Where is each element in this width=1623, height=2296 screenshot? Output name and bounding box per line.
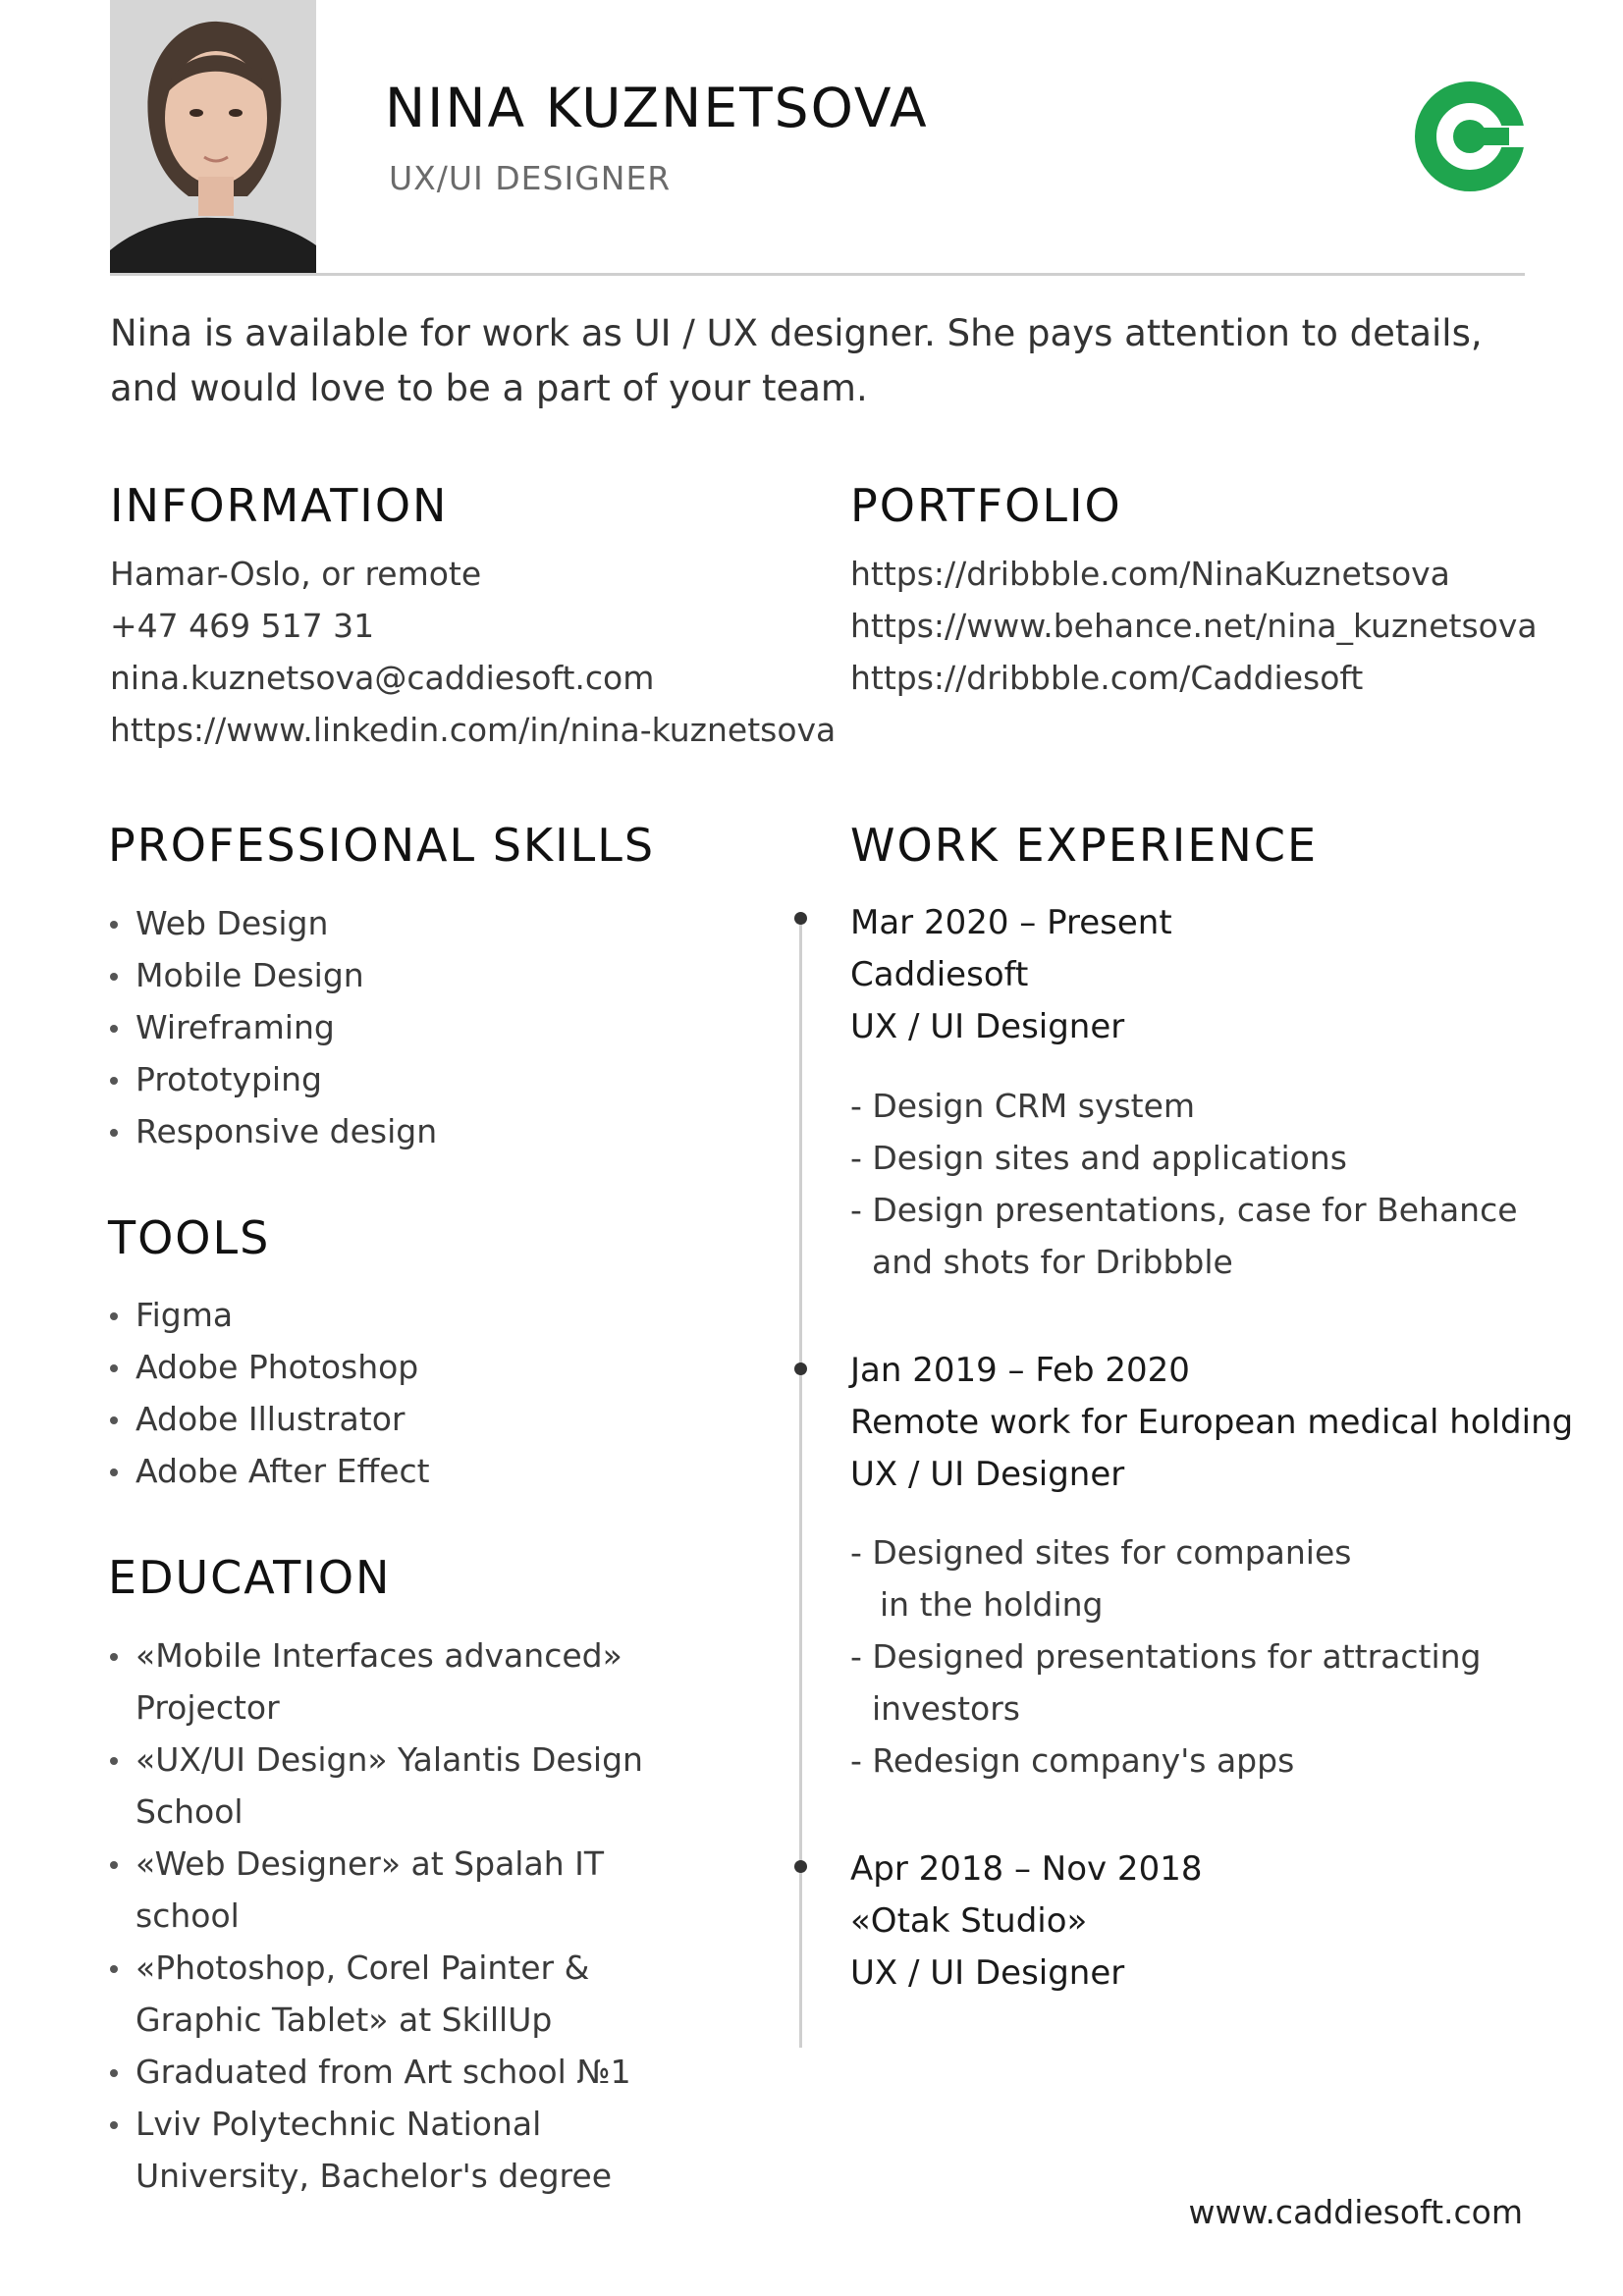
location-text: Hamar-Oslo, or remote bbox=[110, 555, 482, 593]
list-item: Adobe Photoshop bbox=[108, 1341, 736, 1393]
list-item: Responsive design bbox=[108, 1105, 736, 1157]
skills-list bbox=[108, 897, 736, 1157]
footer-website-link[interactable]: www.caddiesoft.com bbox=[1188, 2193, 1523, 2231]
candidate-role: UX/UI DESIGNER bbox=[389, 159, 672, 197]
job-header bbox=[850, 897, 1172, 1053]
task-item: - Redesign company's apps bbox=[850, 1741, 1295, 1780]
task-item-continuation: in the holding bbox=[880, 1585, 1104, 1624]
tools-list bbox=[108, 1289, 736, 1497]
portfolio-list bbox=[850, 548, 1538, 704]
portfolio-link[interactable]: https://dribbble.com/Caddiesoft bbox=[850, 659, 1364, 697]
job-tasks bbox=[850, 1080, 1518, 1288]
profile-summary: Nina is available for work as UI / UX designer. She pays attention to details, and would love to be a part of your team. bbox=[110, 312, 1483, 409]
job-company: Remote work for European medical holding bbox=[850, 1403, 1574, 1442]
list-item: «Photoshop, Corel Painter & Graphic Tablet» at SkillUp bbox=[108, 1942, 707, 2046]
list-item: Prototyping bbox=[108, 1053, 736, 1105]
linkedin-link[interactable]: https://www.linkedin.com/in/nina-kuznetsova bbox=[110, 711, 837, 749]
information-list bbox=[110, 548, 836, 756]
job-tasks bbox=[850, 1526, 1482, 1787]
job-period: Jan 2019 – Feb 2020 bbox=[850, 1351, 1190, 1390]
portrait-image bbox=[110, 0, 316, 275]
task-item-continuation: investors bbox=[872, 1689, 1020, 1728]
education-list bbox=[108, 1629, 707, 2202]
skills-heading: PROFESSIONAL SKILLS bbox=[108, 819, 656, 872]
list-item: «Web Designer» at Spalah IT school bbox=[108, 1838, 707, 1942]
list-item: Wireframing bbox=[108, 1001, 736, 1053]
portfolio-link[interactable]: https://www.behance.net/nina_kuznetsova bbox=[850, 607, 1538, 645]
job-header bbox=[850, 1345, 1573, 1501]
list-item: Graduated from Art school №1 bbox=[108, 2046, 707, 2098]
timeline-dot bbox=[794, 1860, 807, 1873]
profile-photo bbox=[110, 0, 316, 275]
header-divider bbox=[110, 273, 1525, 276]
candidate-name: NINA KUZNETSOVA bbox=[385, 77, 929, 139]
list-item: Mobile Design bbox=[108, 949, 736, 1001]
portfolio-link[interactable]: https://dribbble.com/NinaKuznetsova bbox=[850, 555, 1450, 593]
email-link[interactable]: nina.kuznetsova@caddiesoft.com bbox=[110, 659, 655, 697]
list-item: Adobe After Effect bbox=[108, 1445, 736, 1497]
job-company: «Otak Studio» bbox=[850, 1901, 1088, 1941]
phone-text: +47 469 517 31 bbox=[110, 607, 375, 645]
job-period: Apr 2018 – Nov 2018 bbox=[850, 1849, 1203, 1889]
list-item: «UX/UI Design» Yalantis Design School bbox=[108, 1734, 707, 1838]
work-experience-heading: WORK EXPERIENCE bbox=[850, 819, 1319, 872]
portfolio-heading: PORTFOLIO bbox=[850, 479, 1122, 532]
information-heading: INFORMATION bbox=[110, 479, 449, 532]
job-position: UX / UI Designer bbox=[850, 1455, 1125, 1494]
logo-icon bbox=[1414, 80, 1526, 192]
job-position: UX / UI Designer bbox=[850, 1007, 1125, 1046]
tools-heading: TOOLS bbox=[108, 1211, 271, 1264]
task-item: - Designed sites for companies bbox=[850, 1533, 1352, 1572]
timeline-dot bbox=[794, 912, 807, 925]
list-item: Adobe Illustrator bbox=[108, 1393, 736, 1445]
list-item: «Mobile Interfaces advanced» Projector bbox=[108, 1629, 707, 1734]
job-period: Mar 2020 – Present bbox=[850, 903, 1172, 942]
list-item: Lviv Polytechnic National University, Bachelor's degree bbox=[108, 2098, 707, 2202]
timeline-line bbox=[799, 919, 802, 2048]
caddiesoft-logo bbox=[1414, 80, 1526, 192]
task-item: - Design sites and applications bbox=[850, 1139, 1347, 1177]
task-item: - Design CRM system bbox=[850, 1087, 1196, 1125]
list-item: Web Design bbox=[108, 897, 736, 949]
education-heading: EDUCATION bbox=[108, 1551, 392, 1604]
timeline-dot bbox=[794, 1362, 807, 1375]
list-item: Figma bbox=[108, 1289, 736, 1341]
job-header bbox=[850, 1843, 1202, 2000]
task-item-continuation: and shots for Dribbble bbox=[872, 1243, 1233, 1281]
job-company: Caddiesoft bbox=[850, 955, 1029, 994]
job-position: UX / UI Designer bbox=[850, 1953, 1125, 1993]
task-item: - Design presentations, case for Behance bbox=[850, 1191, 1518, 1229]
task-item: - Designed presentations for attracting bbox=[850, 1637, 1482, 1676]
